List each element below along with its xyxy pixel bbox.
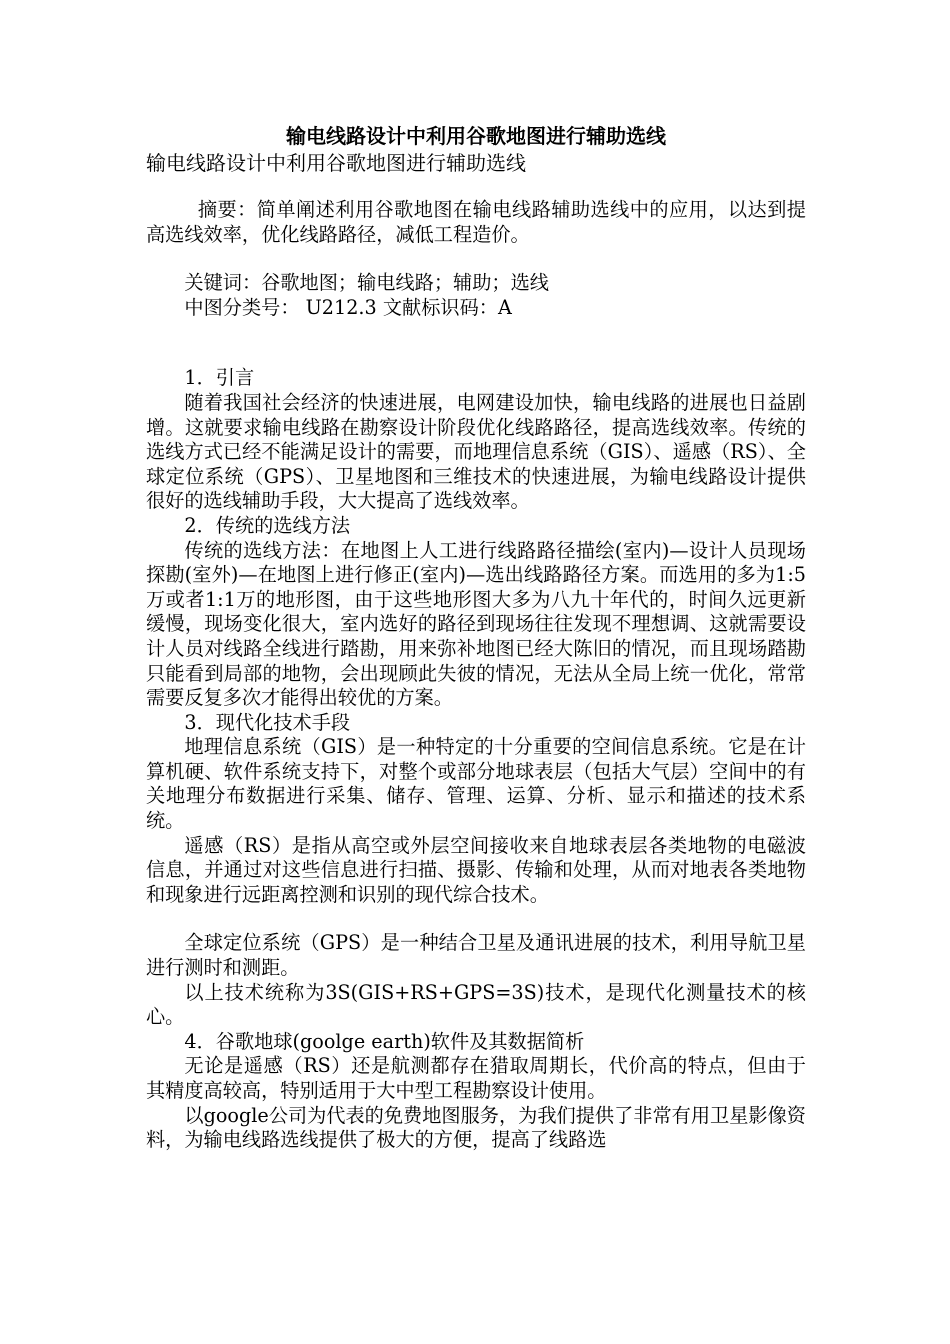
document-page: [146, 122, 806, 1153]
spacer: [146, 176, 806, 198]
section-paragraph: 以上技术统称为3S(GIS+RS+GPS=3S)技术，是现代化测量技术的核心。: [146, 980, 806, 1029]
section-heading: 2．传统的选线方法: [184, 513, 351, 537]
section-heading: 4．谷歌地球(goolge earth)软件及其数据简析: [184, 1029, 585, 1053]
section-paragraph: 无论是遥感（RS）还是航测都存在猎取周期长，代价高的特点，但由于其精度高较高，特别适用于大中型工程勘察设计使用。: [146, 1054, 806, 1102]
document-subtitle: 输电线路设计中利用谷歌地图进行辅助选线: [146, 151, 526, 175]
keywords: 关键词：谷歌地图；输电线路；辅助；选线: [184, 271, 549, 295]
section-paragraph: 遥感（RS）是指从高空或外层空间接收来自地球表层各类地物的电磁波信息，并通过对这些信息进行扫描、摄影、传输和处理，从而对地表各类地物和现象进行远距离控测和识别的现代综合技术。: [146, 833, 806, 906]
section-paragraph: 全球定位系统（GPS）是一种结合卫星及通讯进展的技术，利用导航卫星进行测时和测距。: [146, 931, 806, 980]
spacer: [146, 907, 806, 931]
spacer: [146, 320, 806, 366]
spacer: [146, 247, 806, 271]
section-heading: 3．现代化技术手段: [184, 710, 351, 734]
section-paragraph: 以google公司为代表的免费地图服务，为我们提供了非常有用卫星影像资料，为输电线路选线提供了极大的方便，提高了线路选: [146, 1103, 806, 1152]
classification: 中图分类号： U212.3 文献标识码：A: [184, 295, 512, 319]
section-paragraph: 随着我国社会经济的快速进展，电网建设加快，输电线路的进展也日益剧增。这就要求输电线路在勘察设计阶段优化线路路径，提高选线效率。传统的选线方式已经不能满足设计的需要，而地理信息系统（GIS）、遥感（RS）、全球定位系统（GPS）、卫星地图和三维技术的快速进展，为输电线路设计提供很好的选线辅助手段，大大提高了选线效率。: [146, 390, 806, 513]
document-title: 输电线路设计中利用谷歌地图进行辅助选线: [286, 124, 666, 148]
section-heading: 1．引言: [184, 366, 255, 390]
section-paragraph: 传统的选线方法：在地图上人工进行线路路径描绘(室内)—设计人员现场探勘(室外)—在地图上进行修正(室内)—选出线路路径方案。而选用的多为1:5万或者1:1万的地形图，由于这些地形图大多为八九十年代的，时间久远更新缓慢，现场变化很大，室内选好的路径到现场往往发现不理想调、这就需要设计人员对线路全线进行踏勘，用来弥补地图已经大陈旧的情况，而且现场踏勘只能看到局部的地物，会出现顾此失彼的情况，无法从全局上统一优化，常常需要反复多次才能得出较优的方案。: [146, 538, 806, 710]
section-paragraph: 地理信息系统（GIS）是一种特定的十分重要的空间信息系统。它是在计算机硬、软件系统支持下，对整个或部分地球表层（包括大气层）空间中的有关地理分布数据进行采集、储存、管理、运算、分析、显示和描述的技术系统。: [146, 735, 806, 833]
abstract: 摘要：简单阐述利用谷歌地图在输电线路辅助选线中的应用，以达到提高选线效率，优化线路路径，减低工程造价。: [146, 198, 806, 246]
